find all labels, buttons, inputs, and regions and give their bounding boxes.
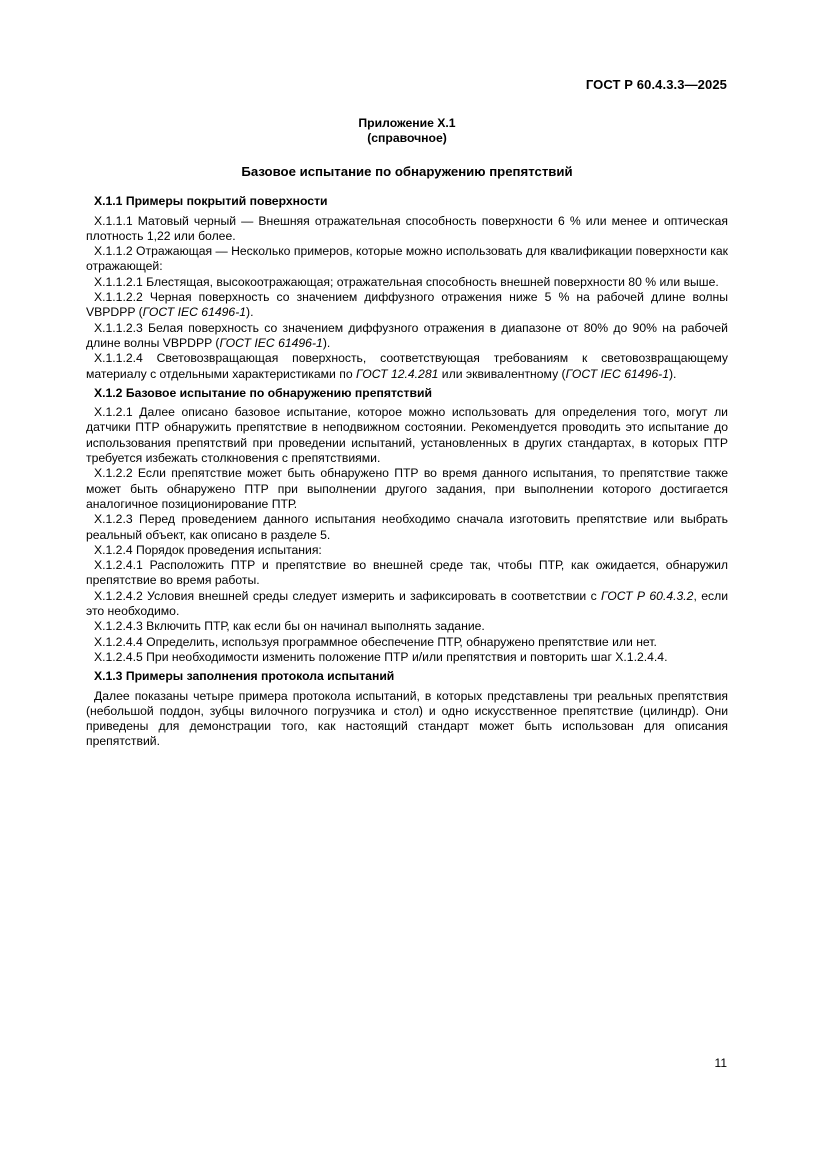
paragraph-text: Х.1.2.4.1 Расположить ПТР и препятствие во внешней среде так, чтобы ПТР, как ожидается, обнаружил препятствие во время работы.	[86, 558, 728, 588]
reference-text: ГОСТ IEC 61496-1	[219, 335, 323, 350]
section-heading: Х.1.2 Базовое испытание по обнаружению препятствий	[94, 385, 432, 400]
paragraph	[86, 321, 728, 352]
paragraph-text: Х.1.1.2 Отражающая — Несколько примеров, которые можно использовать для квалификации поверхности как отражающей:	[86, 244, 728, 274]
paragraph	[86, 689, 728, 750]
paragraph	[86, 543, 728, 558]
page-number: 11	[714, 1056, 727, 1070]
reference-text: ГОСТ Р 60.4.3.2	[601, 588, 694, 603]
paragraph-text: ).	[246, 305, 254, 320]
paragraph-text: Х.1.2.3 Перед проведением данного испытания необходимо сначала изготовить препятствие или выбрать реальный объект, как описано в разделе 5.	[86, 512, 728, 542]
paragraph-text: Х.1.2.4.4 Определить, используя программное обеспечение ПТР, обнаружено препятствие или нет.	[94, 634, 657, 649]
paragraph	[86, 244, 728, 275]
section-heading: Х.1.3 Примеры заполнения протокола испытаний	[94, 669, 395, 684]
paragraph	[86, 619, 728, 634]
paragraph	[86, 466, 728, 512]
paragraph-text: Х.1.2.4.2 Условия внешней среды следует измерить и зафиксировать в соответствии с	[94, 588, 602, 603]
paragraph-text: Х.1.1.2.2 Черная поверхность со значением диффузного отражения ниже 5 % на рабочей длине волны VBPDPP (	[86, 290, 728, 320]
appendix-title: Приложение Х.1	[358, 116, 456, 130]
paragraph-text: ).	[322, 335, 331, 350]
paragraph	[86, 512, 728, 543]
reference-text: ГОСТ IEC 61496-1	[565, 366, 669, 381]
reference-text: ГОСТ IEC 61496-1	[142, 305, 247, 320]
paragraph-text: Х.1.1.1 Матовый черный — Внешняя отражательная способность поверхности 6 % или менее и оптическая плотность 1,22 или более.	[86, 213, 728, 243]
paragraph-text: или эквивалентному (	[438, 366, 566, 381]
paragraph	[86, 635, 728, 650]
reference-text: ГОСТ 12.4.281	[356, 366, 439, 381]
paragraph-text: , если это необходимо.	[86, 588, 728, 619]
paragraph	[86, 589, 728, 620]
paragraph	[86, 275, 728, 290]
main-title: Базовое испытание по обнаружению препятствий	[241, 164, 573, 179]
page-content	[86, 116, 728, 750]
paragraph	[86, 650, 728, 665]
paragraph-text: Х.1.2.4.5 При необходимости изменить положение ПТР и/или препятствия и повторить шаг Х.1.2.4.4.	[94, 649, 668, 664]
paragraph-text: Далее показаны четыре примера протокола испытаний, в которых представлены три реальных препятствия (небольшой поддон, зубцы вилочного погрузчика и стол) и одно искусственное препятствие (цилиндр). Они приведены для демонстрации того, как настоящий стандарт может быть использован для описания препятствий.	[86, 688, 728, 749]
paragraph	[86, 351, 728, 382]
paragraph-text: Х.1.2.2 Если препятствие может быть обнаружено ПТР во время данного испытания, то препятствие также может быть обнаружено ПТР при выполнении другого задания, при выполнении которого достигается аналогичное позиционирование ПТР.	[86, 466, 728, 511]
paragraph-text: ).	[668, 366, 677, 381]
paragraph-text: Х.1.1.2.1 Блестящая, высокоотражающая; отражательная способность внешней поверхности 80 % или выше.	[94, 274, 719, 289]
paragraph-text: Х.1.2.4.3 Включить ПТР, как если бы он начинал выполнять задание.	[94, 619, 485, 634]
paragraph-text: Х.1.1.2.4 Световозвращающая поверхность, соответствующая требованиям к световозвращающему материалу с отдельными характеристиками по	[86, 351, 728, 381]
paragraph-text: Х.1.1.2.3 Белая поверхность со значением диффузного отражения в диапазоне от 80% до 90% на рабочей длине волны VBPDPP (	[86, 320, 728, 350]
paragraph	[86, 558, 728, 589]
paragraph	[86, 290, 728, 321]
appendix-subtitle: (справочное)	[367, 131, 447, 145]
sections-container	[86, 194, 728, 749]
paragraph-text: Х.1.2.1 Далее описано базовое испытание, которое можно использовать для определения того, могут ли датчики ПТР обнаружить препятствие в неподвижном состоянии. Рекомендуется проводить это испытание до использования препятствий при проведении испытаний, установленных в других стандартах, в которых ПТР требуется избежать столкновения с препятствиями.	[86, 405, 728, 466]
section-heading: Х.1.1 Примеры покрытий поверхности	[94, 194, 328, 209]
paragraph	[86, 214, 728, 245]
document-code: ГОСТ Р 60.4.3.3—2025	[585, 77, 727, 92]
paragraph	[86, 405, 728, 466]
paragraph-text: Х.1.2.4 Порядок проведения испытания:	[94, 542, 322, 557]
